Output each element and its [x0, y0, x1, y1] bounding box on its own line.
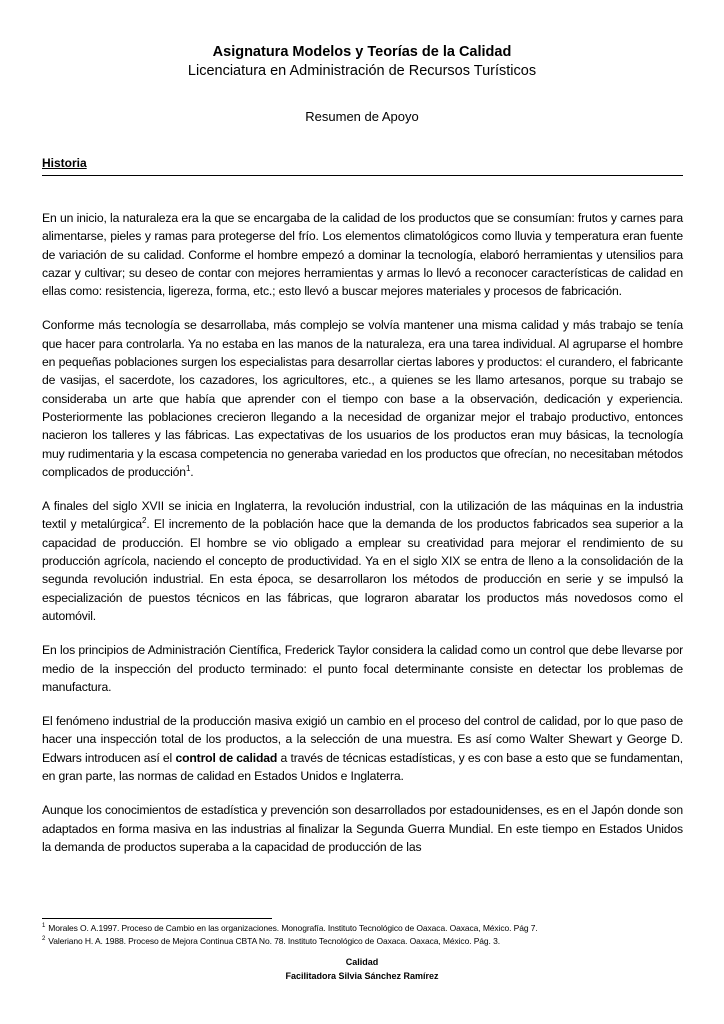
footnote-number: 1	[42, 923, 46, 930]
footnotes	[42, 922, 702, 948]
footnote-divider	[42, 918, 272, 919]
footnote-number: 2	[42, 936, 46, 943]
footnote	[42, 935, 702, 948]
section-divider	[42, 175, 683, 176]
paragraph-text: Conforme más tecnología se desarrollaba, más complejo se volvía mantener una misma calidad y más trabajo se tenía que hacer para controlarla. Ya no estaba en las manos de la naturaleza, era una tarea individual. Al agruparse el hombre en pequeñas poblaciones surgen los especialistas para desarrollar ciertas labores y productos: el curandero, el fabricante de vasijas, el sacerdote, los cazadores, los agricultores, etc., a quienes se les llamo artesanos, porque su trabajo se consideraba un arte que había que aprender con el tiempo con base a la observación, dedicación y experiencia. Posteriormente las poblaciones crecieron llegando a la necesidad de organizar mejor el trabajo productivo, entonces nacieron los talleres y las fábricas. Las expectativas de los usuarios de los productos eran muy básicas, la tecnología muy rudimentaria y la escasa competencia no generaba variedad en los productos que ofrecían, no necesitaban métodos complicados de producción	[42, 318, 683, 479]
paragraph	[42, 641, 683, 696]
paragraph-text: . El incremento de la población hace que la demanda de los productos fabricados sea superior a la capacidad de producción. El hombre se vio obligado a emplear su creatividad para mejorar el rendimiento de su producción agrícola, naciendo el concepto de productividad. Ya en el siglo XIX se entra de lleno a la consolidación de la segunda revolución industrial. En esta época, se desarrollaron los métodos de producción en serie y se impulsó la especialización de puestos técnicos en las fábricas, que lograron abaratar los productos más novedosos como el automóvil.	[42, 517, 683, 623]
footnote-ref: 2	[142, 516, 147, 526]
paragraph	[42, 497, 683, 625]
paragraph	[42, 209, 683, 300]
document-subtitle: Licenciatura en Administración de Recursos Turísticos	[187, 63, 537, 79]
document-type-label: Resumen de Apoyo	[305, 109, 419, 124]
paragraph-text: En un inicio, la naturaleza era la que se encargaba de la calidad de los productos que se consumían: frutos y carnes para alimentarse, pieles y ramas para protegerse del frío. Los elementos climatológicos como lluvia y temperatura eran fuente de variación de su calidad. Conforme el hombre empezó a dominar la tecnología, elaboró herramientas y utensilios para cazar y cultivar; su deseo de contar con mejores herramientas y armas lo llevó a reconocer características de calidad en ellas como: resistencia, ligereza, forma, etc.; esto llevó a buscar mejores materiales y procesos de fabricación.	[42, 211, 683, 299]
paragraph: Conforme más tecnología se desarrollaba, más complejo se volvía mantener una misma calidad y más trabajo se tenía que hacer para controlarla. Ya no estaba en las manos de la naturaleza, era una tarea individual. Al agruparse el hombre en pequeñas poblaciones surgen los especialistas para desarrollar ciertas labores y productos: el curandero, el fabricante de vasijas, el sacerdote, los cazadores, los agricultores, etc., a quienes se les llamo artesanos, porque su trabajo se consideraba un arte que había que aprender con el tiempo con base a la observación, dedicación y experiencia. Posteriormente las poblaciones crecieron llegando a la necesidad de organizar mejor el trabajo productivo, entonces nacieron los talleres y las fábricas. Las expectativas de los usuarios de los productos eran muy básicas, la tecnología muy rudimentaria y la escasa competencia no generaba variedad en los productos que ofrecían, no necesitaban métodos complicados de producción$^1$.	[42, 318, 683, 479]
footer-line: Calidad	[345, 957, 379, 967]
document-title: Asignatura Modelos y Teorías de la Calidad	[212, 44, 512, 60]
footnote-text: Valeriano H. A. 1988. Proceso de Mejora Continua CBTA No. 78. Instituto Tecnológico de Oaxaca. Oaxaca, México. Pág. 3.	[48, 936, 500, 946]
paragraph-text: El fenómeno industrial de la producción masiva exigió un cambio en el proceso del control de calidad, por lo que paso de hacer una inspección total de los productos, a la selección de una muestra. Es así como Walter Shewart y George D. Edwars introducen así el	[42, 714, 683, 765]
section-heading: Historia	[42, 156, 87, 170]
footnote-ref: 1	[185, 463, 191, 473]
paragraph-text: a través de técnicas estadísticas, y es con base a esto que se fundamentan, en gran parte, las normas de calidad en Estados Unidos e Inglaterra.	[42, 750, 684, 784]
paragraph	[42, 801, 683, 856]
footnote-text: Morales O. A.1997. Proceso de Cambio en las organizaciones. Monografía. Instituto Tecnológico de Oaxaca. Oaxaca, México. Pág 7.	[48, 923, 538, 933]
page-footer	[0, 955, 724, 983]
footnote	[42, 922, 702, 935]
document-body	[42, 209, 683, 872]
paragraph-text: En los principios de Administración Científica, Frederick Taylor considera la calidad como un control que debe llevarse por medio de la inspección del producto terminado: el punto focal determinante consiste en detectar los problemas de manufactura.	[42, 643, 683, 694]
paragraph	[42, 712, 683, 785]
footer-line: Facilitadora Silvia Sánchez Ramírez	[285, 971, 439, 981]
paragraph-text: Aunque los conocimientos de estadística y prevención son desarrollados por estadounidenses, es en el Japón donde son adaptados en forma masiva en las industrias al finalizar la Segunda Guerra Mundial. En este tiempo en Estados Unidos la demanda de productos superaba a la capacidad de producción de las	[42, 803, 683, 854]
emphasis-text: control de calidad	[175, 750, 278, 765]
paragraph-text: A finales del siglo XVII se inicia en Inglaterra, la revolución industrial, con la utilización de las máquinas en la industria textil y metalúrgica	[42, 499, 683, 532]
